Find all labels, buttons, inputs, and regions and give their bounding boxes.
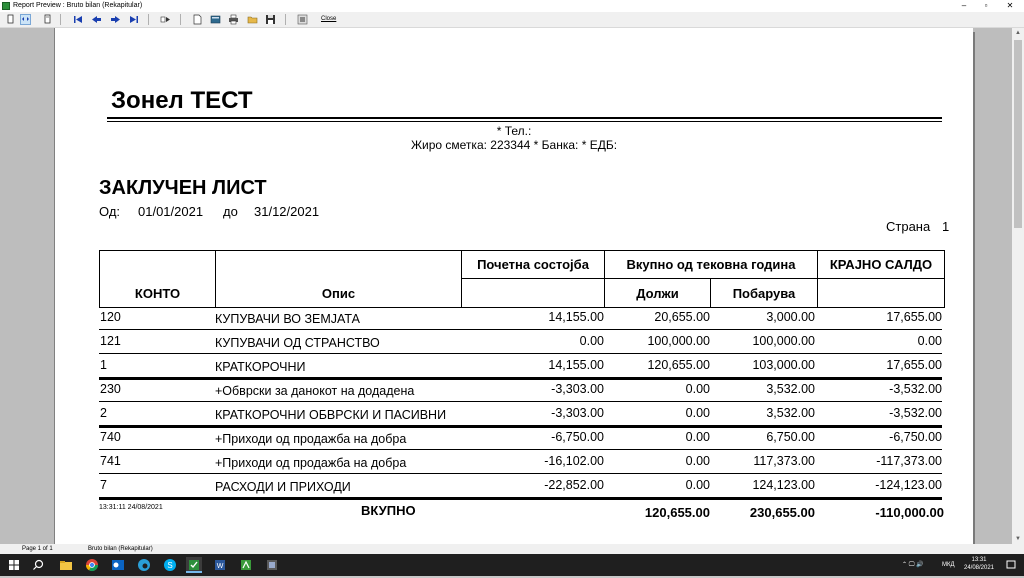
pobaruva-cell: 100,000.00 — [752, 334, 815, 348]
scrollbar-thumb[interactable] — [1014, 40, 1022, 228]
dolzi-cell: 0.00 — [685, 382, 710, 396]
total-pobaruva: 230,655.00 — [749, 505, 815, 520]
row-divider — [99, 473, 942, 474]
maximize-button[interactable]: ▫ — [984, 1, 988, 10]
from-label: Од: — [99, 204, 121, 219]
toolbar-separator — [60, 14, 61, 25]
konto-cell: 121 — [100, 334, 121, 348]
konto-cell: 741 — [100, 454, 121, 468]
group-total-divider — [99, 425, 942, 428]
saldo-cell: 0.00 — [917, 334, 942, 348]
column-header-krajno: КРАЈНО САЛДО — [817, 250, 945, 279]
pocetna-cell: -3,303.00 — [551, 382, 604, 396]
word-icon[interactable] — [212, 557, 228, 573]
to-date: 31/12/2021 — [254, 204, 320, 219]
column-header-pocetna: Почетна состојба — [461, 250, 605, 279]
column-header-konto: КОНТО — [99, 250, 216, 308]
edge-icon[interactable] — [136, 557, 152, 573]
column-header-pobaruva: Побарува — [710, 278, 818, 308]
last-page-icon[interactable] — [128, 14, 139, 25]
account-line: Жиро сметка: 223344 * Банка: * ЕДБ: — [410, 138, 618, 152]
scroll-up-icon[interactable]: ▲ — [1015, 30, 1021, 36]
file-explorer-icon[interactable] — [58, 557, 74, 573]
title-bar — [0, 0, 1024, 12]
header-rule — [107, 117, 942, 119]
column-header-vkupno: Вкупно од тековна година — [604, 250, 818, 279]
opis-cell: КУПУВАЧИ ОД СТРАНСТВО — [215, 336, 380, 350]
close-button[interactable]: Close — [321, 16, 337, 22]
svg-text:S: S — [167, 561, 173, 570]
saldo-cell: -6,750.00 — [889, 430, 942, 444]
to-label: до — [223, 204, 238, 219]
phone-line: * Тел.: — [496, 124, 532, 138]
opis-cell: КРАТКОРОЧНИ — [215, 360, 306, 374]
saldo-cell: 17,655.00 — [886, 358, 942, 372]
taskbar — [0, 554, 1024, 576]
new-icon[interactable] — [192, 14, 203, 25]
pocetna-cell: -22,852.00 — [544, 478, 604, 492]
header-rule — [107, 121, 942, 122]
konto-cell: 7 — [100, 478, 107, 492]
column-header-dolzi: Должи — [604, 278, 711, 308]
scroll-down-icon[interactable]: ▼ — [1015, 536, 1021, 542]
clock-date: 24/08/2021 — [963, 565, 995, 571]
toolbar-separator — [180, 14, 181, 25]
close-window-button[interactable]: ✕ — [1006, 1, 1014, 10]
from-date: 01/01/2021 — [138, 204, 204, 219]
app-icon — [2, 2, 10, 10]
column-header-pocetna-empty — [461, 278, 605, 308]
report-title: ЗАКЛУЧЕН ЛИСТ — [99, 177, 267, 199]
pocetna-cell: -16,102.00 — [544, 454, 604, 468]
pocetna-cell: 14,155.00 — [548, 310, 604, 324]
search-icon[interactable] — [30, 557, 46, 573]
page-width-icon[interactable] — [20, 14, 31, 25]
first-page-icon[interactable] — [73, 14, 84, 25]
notifications-icon[interactable] — [1004, 557, 1018, 573]
pobaruva-cell: 117,373.00 — [753, 454, 815, 468]
opis-cell: +Приходи од продажба на добра — [215, 456, 407, 470]
outlook-icon[interactable] — [110, 557, 126, 573]
toolbar — [0, 12, 1024, 28]
row-divider — [99, 353, 942, 354]
konto-cell: 120 — [100, 310, 121, 324]
status-report-name: Bruto bilan (Rekapitular) — [88, 546, 153, 552]
go-to-page-icon[interactable] — [160, 14, 171, 25]
saldo-cell: 17,655.00 — [886, 310, 942, 324]
print-icon[interactable] — [228, 14, 239, 25]
konto-cell: 740 — [100, 430, 121, 444]
taskbar-clock[interactable] — [958, 556, 1000, 572]
total-dolzi: 120,655.00 — [644, 505, 710, 520]
dolzi-cell: 0.00 — [685, 478, 710, 492]
page-label: Страна — [886, 219, 931, 234]
status-bar — [0, 544, 1024, 554]
toolbar-separator — [285, 14, 286, 25]
company-name: Зонел ТЕСТ — [111, 87, 253, 114]
report-viewport[interactable] — [0, 28, 1012, 544]
page-number: 1 — [942, 219, 950, 234]
row-divider — [99, 449, 942, 450]
grand-total-divider — [99, 497, 942, 500]
settings-icon[interactable] — [297, 14, 308, 25]
export-icon[interactable] — [210, 14, 221, 25]
vertical-scrollbar[interactable] — [1012, 28, 1024, 544]
dolzi-cell: 100,000.00 — [647, 334, 710, 348]
pobaruva-cell: 6,750.00 — [766, 430, 815, 444]
pobaruva-cell: 3,532.00 — [766, 382, 815, 396]
app-icon-green[interactable] — [238, 557, 254, 573]
pocetna-cell: 0.00 — [579, 334, 604, 348]
pobaruva-cell: 124,123.00 — [752, 478, 815, 492]
opis-cell: КУПУВАЧИ ВО ЗЕМЈАТА — [215, 312, 360, 326]
dolzi-cell: 0.00 — [685, 454, 710, 468]
windows-start-icon[interactable] — [6, 557, 22, 573]
accounting-app-icon[interactable] — [186, 557, 202, 573]
previous-page-icon[interactable] — [91, 14, 102, 25]
save-icon[interactable] — [265, 14, 276, 25]
dolzi-cell: 0.00 — [685, 430, 710, 444]
pobaruva-cell: 3,532.00 — [766, 406, 815, 420]
saldo-cell: -3,532.00 — [889, 382, 942, 396]
clock-time: 13:31 — [971, 557, 987, 563]
saldo-cell: -3,532.00 — [889, 406, 942, 420]
pobaruva-cell: 103,000.00 — [752, 358, 815, 372]
opis-cell: КРАТКОРОЧНИ ОБВРСКИ И ПАСИВНИ — [215, 408, 447, 422]
pobaruva-cell: 3,000.00 — [766, 310, 815, 324]
konto-cell: 230 — [100, 382, 121, 396]
dolzi-cell: 120,655.00 — [647, 358, 710, 372]
total-saldo: -110,000.00 — [875, 505, 944, 520]
report-page — [54, 28, 973, 544]
tray-icons[interactable]: ⌃ 🖵 🔊 — [902, 562, 924, 568]
konto-cell: 2 — [100, 406, 107, 420]
full-page-icon[interactable] — [42, 14, 53, 25]
column-header-opis: Опис — [215, 250, 462, 308]
dolzi-cell: 0.00 — [685, 406, 710, 420]
saldo-cell: -117,373.00 — [876, 454, 942, 468]
opis-cell: РАСХОДИ И ПРИХОДИ — [215, 480, 351, 494]
open-icon[interactable] — [247, 14, 258, 25]
pocetna-cell: -6,750.00 — [551, 430, 604, 444]
single-page-icon[interactable] — [5, 14, 16, 25]
group-total-divider — [99, 377, 942, 380]
total-label: ВКУПНО — [361, 503, 416, 518]
opis-cell: +Обврски за данокот на додадена — [215, 384, 415, 398]
row-divider — [99, 401, 942, 402]
toolbar-separator — [148, 14, 149, 25]
app-icon-remote[interactable] — [264, 557, 280, 573]
konto-cell: 1 — [100, 358, 107, 372]
opis-cell: +Приходи од продажба на добра — [215, 432, 407, 446]
row-divider — [99, 329, 942, 330]
pocetna-cell: -3,303.00 — [551, 406, 604, 420]
next-page-icon[interactable] — [110, 14, 121, 25]
language-indicator[interactable]: МКД — [942, 562, 955, 568]
dolzi-cell: 20,655.00 — [654, 310, 710, 324]
skype-icon[interactable] — [162, 557, 178, 573]
page-info: Page 1 of 1 — [22, 546, 53, 552]
column-header-krajno-empty — [817, 278, 945, 308]
minimize-button[interactable]: – — [961, 1, 967, 10]
window-title: Report Preview : Bruto bilan (Rekapitular) — [13, 2, 143, 9]
pocetna-cell: 14,155.00 — [548, 358, 604, 372]
svg-text:W: W — [216, 563, 224, 570]
chrome-icon[interactable] — [84, 557, 100, 573]
print-timestamp: 13:31:11 24/08/2021 — [99, 504, 163, 511]
saldo-cell: -124,123.00 — [875, 478, 942, 492]
